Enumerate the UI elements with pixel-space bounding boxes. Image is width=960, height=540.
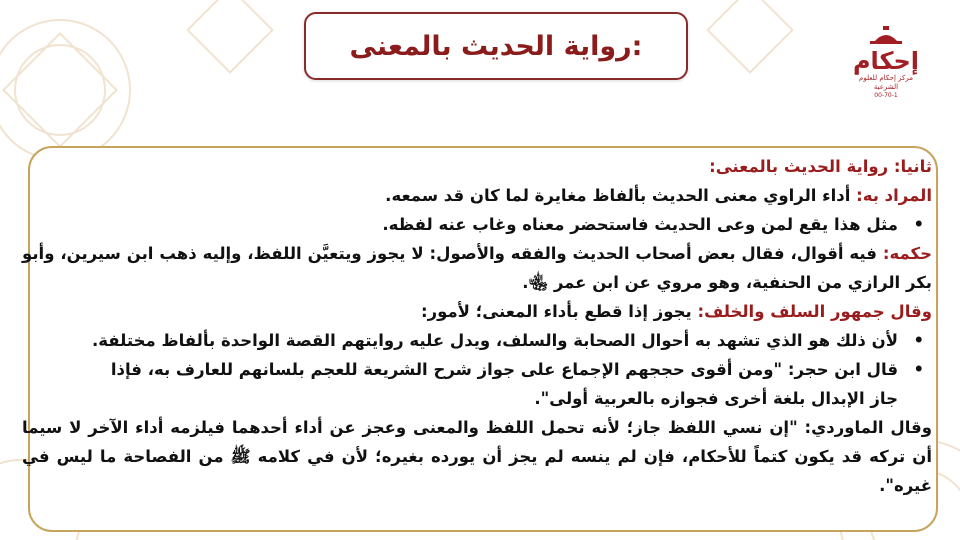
logo-wordmark: إحكام [852,47,920,75]
ruling-paragraph [22,239,936,297]
majority-label: وقال جمهور السلف والخلف: [697,302,932,321]
bullet-item: • قال ابن حجر: "ومن أقوى حججهم الإجماع على جواز شرح الشريعة للعجم بلسانهم للعارف به، فإذا [22,355,936,384]
meaning-text: أداء الراوي معنى الحديث بألفاظ مغايرة لما كان قد سمعه. [385,186,857,205]
ruling-text: فيه أقوال، فقال بعض أصحاب الحديث والفقه والأصول: لا يجوز ويتعيَّن اللفظ، وإليه ذهب ابن سيرين، وأبو بكر الرازي من الحنفية، وهو مروي عن ابن عمر ﵄. [22,244,932,292]
logo-number: 00-70-1 [874,92,898,99]
bullet-continuation: جاز الإبدال بلغة أخرى فجوازه بالعربية أولى". [534,389,898,408]
meaning-label: المراد به: [856,186,932,205]
section-heading: ثانيا: رواية الحديث بالمعنى: [709,157,932,176]
mawardi-paragraph: وقال الماوردي: "إن نسي اللفظ جاز؛ لأنه تحمل اللفظ والمعنى وعجز عن أداء أحدهما فيلزمه أداء الآخر لا سيما أن تركه قد يكون كتماً للأحكام، فإن لم ينسه لم يجز أن يورده بغيره؛ لأن في كلامه ﷺ من الفصاحة ما ليس في غيره". [22,418,932,495]
slide-title-box [304,12,688,80]
mosque-dome-icon [856,26,916,44]
bullet-item: • لأن ذلك هو الذي تشهد به أحوال الصحابة والسلف، ويدل عليه روايتهم القصة الواحدة بألفاظ مختلفة. [22,326,936,355]
majority-text: يجوز إذا قطع بأداء المعنى؛ لأمور: [421,302,698,321]
ruling-label: حكمه: [882,244,932,263]
slide-title: رواية الحديث بالمعنى: [349,30,643,62]
bullet-item: • مثل هذا يقع لمن وعى الحديث فاستحضر معناه وغاب عنه لفظه. [22,210,936,239]
majority-paragraph [22,297,936,326]
content-body [22,152,936,500]
meaning-paragraph [22,181,936,210]
center-logo [850,26,922,99]
logo-subtitle: مركز إحكام للعلوم الشرعية [859,74,913,91]
